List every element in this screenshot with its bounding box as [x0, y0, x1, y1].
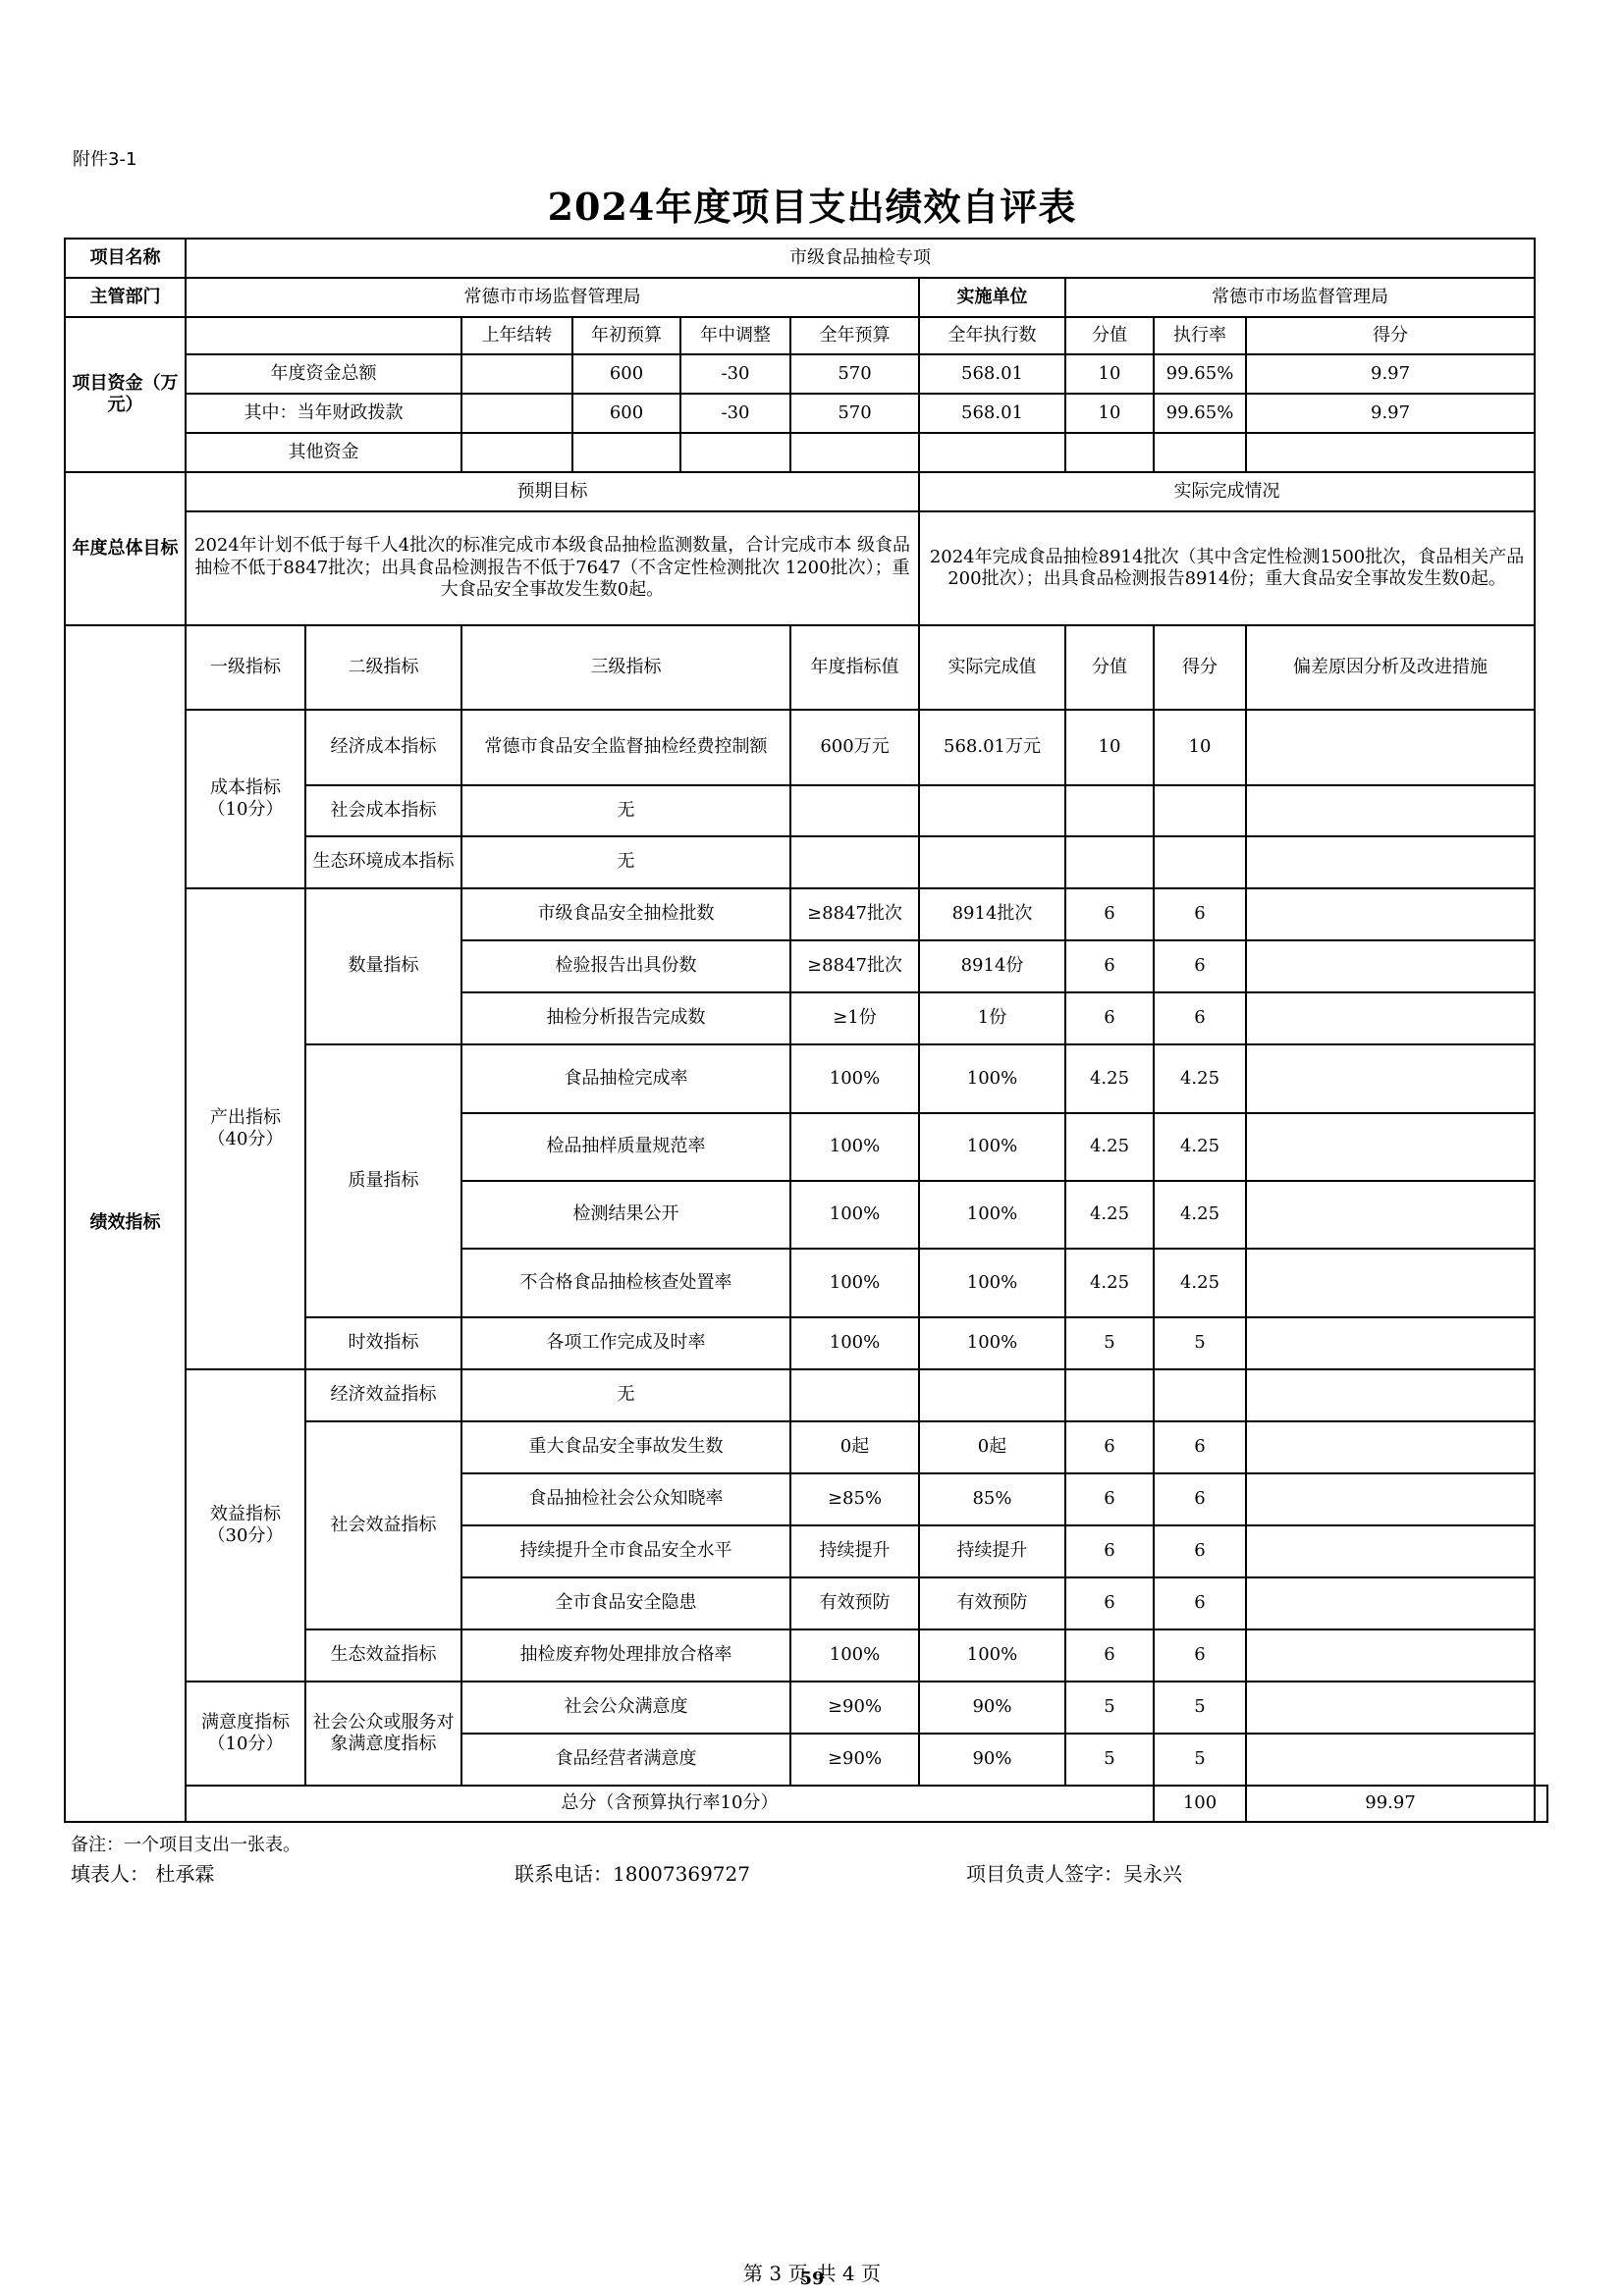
indicator-note: [1246, 785, 1535, 836]
fund-header: 全年执行数: [919, 317, 1065, 354]
indicator-score: 10: [1154, 710, 1246, 785]
filler-name: 填表人： 杜承霖: [71, 1862, 215, 1886]
indicator-score: 4.25: [1154, 1249, 1246, 1317]
fund-cell: 568.01: [919, 394, 1065, 433]
dept-row: [65, 278, 1547, 317]
indicator-target: ≥85%: [790, 1473, 919, 1525]
indicator-note: [1246, 888, 1535, 940]
goals-label: 年度总体目标: [65, 472, 186, 625]
level1-output: 产出指标（40分）: [186, 888, 305, 1369]
indicator-actual: 100%: [919, 1044, 1065, 1113]
contact-phone: 联系电话：18007369727: [514, 1862, 750, 1886]
indicator-value: 6: [1065, 1473, 1154, 1525]
indicator-note: [1246, 1044, 1535, 1113]
impl-unit-label: 实施单位: [919, 278, 1065, 317]
fund-row: [65, 394, 1547, 433]
dept-value: 常德市市场监督管理局: [186, 278, 919, 317]
indicator-target: 100%: [790, 1113, 919, 1181]
indicator-row: [65, 888, 1547, 940]
indicator-header: 年度指标值: [790, 625, 919, 710]
indicator-note: [1246, 1181, 1535, 1249]
indicator-name: 无: [461, 785, 790, 836]
indicator-note: [1246, 992, 1535, 1044]
page-left: 第 3 页: [743, 2262, 808, 2285]
impl-unit-value: 常德市市场监督管理局: [1065, 278, 1535, 317]
indicator-target: ≥90%: [790, 1734, 919, 1786]
indicator-actual: 100%: [919, 1629, 1065, 1682]
indicator-actual: 90%: [919, 1734, 1065, 1786]
indicator-score: 5: [1154, 1682, 1246, 1734]
indicator-target: 持续提升: [790, 1525, 919, 1577]
indicator-header: 得分: [1154, 625, 1246, 710]
fund-cell: 570: [790, 354, 919, 394]
level2-cell: 数量指标: [305, 888, 461, 1044]
indicator-actual: 0起: [919, 1421, 1065, 1473]
perf-label: 绩效指标: [65, 625, 186, 1822]
page-right: 共 4 页: [816, 2262, 881, 2285]
indicator-target: [790, 785, 919, 836]
indicator-name: 持续提升全市食品安全水平: [461, 1525, 790, 1577]
indicator-note: [1246, 1682, 1535, 1734]
indicator-score: [1154, 836, 1246, 888]
indicator-name: 社会公众满意度: [461, 1682, 790, 1734]
fund-header: 执行率: [1154, 317, 1246, 354]
indicator-target: 有效预防: [790, 1577, 919, 1629]
fund-cell: 600: [572, 394, 680, 433]
indicator-actual: 8914批次: [919, 888, 1065, 940]
indicator-name: 重大食品安全事故发生数: [461, 1421, 790, 1473]
fund-cell: [1154, 433, 1246, 472]
fund-cell: 9.97: [1246, 354, 1535, 394]
fund-row: [65, 354, 1547, 394]
expected-goal-header: 预期目标: [186, 472, 919, 511]
actual-goal-header: 实际完成情况: [919, 472, 1535, 511]
project-name-row: [65, 239, 1547, 278]
indicator-note: [1246, 1525, 1535, 1577]
fund-cell: 10: [1065, 394, 1154, 433]
indicator-target: 100%: [790, 1181, 919, 1249]
indicator-name: 抽检废弃物处理排放合格率: [461, 1629, 790, 1682]
fund-header: 分值: [1065, 317, 1154, 354]
project-name-value: 市级食品抽检专项: [186, 239, 1535, 278]
level2-cell: 社会效益指标: [305, 1421, 461, 1629]
indicator-actual: 100%: [919, 1317, 1065, 1369]
fund-cell: [572, 433, 680, 472]
indicator-header: 三级指标: [461, 625, 790, 710]
fund-cell: [1246, 433, 1535, 472]
indicator-score: 6: [1154, 940, 1246, 992]
indicator-row: [65, 1369, 1547, 1421]
fund-row-label: 其中：当年财政拨款: [186, 394, 461, 433]
indicator-row: [65, 1682, 1547, 1734]
fund-cell: 568.01: [919, 354, 1065, 394]
indicator-actual: 8914份: [919, 940, 1065, 992]
indicator-name: 无: [461, 836, 790, 888]
fund-cell: [461, 394, 572, 433]
indicator-value: 5: [1065, 1734, 1154, 1786]
page-title: 2024年度项目支出绩效自评表: [547, 185, 1077, 229]
fund-cell: 570: [790, 394, 919, 433]
fund-header: 年初预算: [572, 317, 680, 354]
level2-cell: 经济成本指标: [305, 710, 461, 785]
indicator-score: 4.25: [1154, 1113, 1246, 1181]
fund-header: 上年结转: [461, 317, 572, 354]
indicator-name: 抽检分析报告完成数: [461, 992, 790, 1044]
indicator-value: 4.25: [1065, 1044, 1154, 1113]
dept-label: 主管部门: [65, 278, 186, 317]
fund-cell: [1065, 433, 1154, 472]
indicator-target: ≥8847批次: [790, 940, 919, 992]
fund-cell: [790, 433, 919, 472]
fund-header-blank: [186, 317, 461, 354]
fund-cell: 600: [572, 354, 680, 394]
indicator-header: 分值: [1065, 625, 1154, 710]
indicator-target: ≥8847批次: [790, 888, 919, 940]
indicator-actual: 100%: [919, 1249, 1065, 1317]
level2-cell: 质量指标: [305, 1044, 461, 1317]
attachment-label: 附件3-1: [73, 149, 137, 170]
indicator-name: 食品抽检社会公众知晓率: [461, 1473, 790, 1525]
level1-benefit: 效益指标（30分）: [186, 1369, 305, 1682]
indicator-name: 各项工作完成及时率: [461, 1317, 790, 1369]
indicator-header-row: [65, 625, 1547, 710]
level1-satisfaction: 满意度指标（10分）: [186, 1682, 305, 1786]
indicator-name: 食品经营者满意度: [461, 1734, 790, 1786]
indicator-note: [1246, 1629, 1535, 1682]
indicator-value: 6: [1065, 940, 1154, 992]
indicator-value: [1065, 1369, 1154, 1421]
indicator-score: 6: [1154, 1473, 1246, 1525]
indicator-note: [1246, 1473, 1535, 1525]
fund-cell: -30: [680, 394, 790, 433]
indicator-target: 100%: [790, 1249, 919, 1317]
indicator-header: 二级指标: [305, 625, 461, 710]
fund-cell: [461, 354, 572, 394]
indicator-actual: [919, 836, 1065, 888]
indicator-actual: 568.01万元: [919, 710, 1065, 785]
indicator-actual: 100%: [919, 1113, 1065, 1181]
indicator-actual: 90%: [919, 1682, 1065, 1734]
indicator-actual: 100%: [919, 1181, 1065, 1249]
indicator-value: 6: [1065, 992, 1154, 1044]
footer-note: 备注：一个项目支出一张表。: [71, 1835, 300, 1855]
level2-cell: 生态效益指标: [305, 1629, 461, 1682]
total-label: 总分（含预算执行率10分）: [186, 1786, 1154, 1822]
indicator-score: 4.25: [1154, 1181, 1246, 1249]
indicator-score: [1154, 785, 1246, 836]
indicator-note: [1246, 1369, 1535, 1421]
indicator-value: [1065, 785, 1154, 836]
indicator-score: 6: [1154, 1525, 1246, 1577]
indicator-target: [790, 836, 919, 888]
fund-row-label: 年度资金总额: [186, 354, 461, 394]
indicator-target: ≥90%: [790, 1682, 919, 1734]
indicator-note: [1246, 1249, 1535, 1317]
indicator-name: 检品抽样质量规范率: [461, 1113, 790, 1181]
page-number: 59: [799, 2269, 825, 2289]
fund-row: [65, 433, 1547, 472]
indicator-target: ≥1份: [790, 992, 919, 1044]
total-row: [65, 1786, 1547, 1822]
indicator-target: 100%: [790, 1629, 919, 1682]
indicator-target: 600万元: [790, 710, 919, 785]
indicator-score: [1154, 1369, 1246, 1421]
indicator-name: 检测结果公开: [461, 1181, 790, 1249]
level2-cell: 社会公众或服务对象满意度指标: [305, 1682, 461, 1786]
indicator-value: 6: [1065, 888, 1154, 940]
fund-cell: [919, 433, 1065, 472]
indicator-name: 全市食品安全隐患: [461, 1577, 790, 1629]
total-note: [1535, 1786, 1547, 1822]
page-indicator: [0, 2258, 1624, 2289]
indicator-row: [65, 710, 1547, 785]
indicator-note: [1246, 1113, 1535, 1181]
fund-cell: [680, 433, 790, 472]
indicator-note: [1246, 1421, 1535, 1473]
total-value: 100: [1154, 1786, 1246, 1822]
fund-cell: 10: [1065, 354, 1154, 394]
level2-cell: 生态环境成本指标: [305, 836, 461, 888]
fund-header: 年中调整: [680, 317, 790, 354]
indicator-actual: 1份: [919, 992, 1065, 1044]
level2-cell: 经济效益指标: [305, 1369, 461, 1421]
indicator-score: 4.25: [1154, 1044, 1246, 1113]
indicator-note: [1246, 710, 1535, 785]
indicator-header: 实际完成值: [919, 625, 1065, 710]
indicator-note: [1246, 1577, 1535, 1629]
funds-label: 项目资金（万元）: [65, 317, 186, 472]
fund-cell: 99.65%: [1154, 354, 1246, 394]
indicator-header: 一级指标: [186, 625, 305, 710]
indicator-value: 10: [1065, 710, 1154, 785]
fund-cell: 9.97: [1246, 394, 1535, 433]
indicator-value: 6: [1065, 1525, 1154, 1577]
level1-cost: 成本指标（10分）: [186, 710, 305, 888]
indicator-value: 6: [1065, 1577, 1154, 1629]
indicator-value: [1065, 836, 1154, 888]
expected-goal-text: 2024年计划不低于每千人4批次的标准完成市本级食品抽检监测数量，合计完成市本 级食品抽检不低于8847批次；出具食品检测报告不低于7647（不含定性检测批次 1200批次）；重大食品安全事故发生数0起。: [186, 511, 919, 625]
fund-cell: 99.65%: [1154, 394, 1246, 433]
indicator-actual: 有效预防: [919, 1577, 1065, 1629]
indicator-note: [1246, 940, 1535, 992]
goals-header-row: [65, 472, 1547, 511]
indicator-note: [1246, 836, 1535, 888]
fund-row-label: 其他资金: [186, 433, 461, 472]
indicator-target: [790, 1369, 919, 1421]
indicator-score: 6: [1154, 1629, 1246, 1682]
indicator-score: 6: [1154, 1421, 1246, 1473]
indicator-score: 6: [1154, 888, 1246, 940]
indicator-score: 5: [1154, 1317, 1246, 1369]
level2-cell: 社会成本指标: [305, 785, 461, 836]
indicator-name: 检验报告出具份数: [461, 940, 790, 992]
indicator-name: 市级食品安全抽检批数: [461, 888, 790, 940]
indicator-header: 偏差原因分析及改进措施: [1246, 625, 1535, 710]
indicator-actual: 85%: [919, 1473, 1065, 1525]
fund-header: 全年预算: [790, 317, 919, 354]
indicator-value: 4.25: [1065, 1113, 1154, 1181]
indicator-target: 100%: [790, 1044, 919, 1113]
project-name-label: 项目名称: [65, 239, 186, 278]
indicator-target: 0起: [790, 1421, 919, 1473]
indicator-score: 6: [1154, 1577, 1246, 1629]
indicator-note: [1246, 1734, 1535, 1786]
indicator-name: 常德市食品安全监督抽检经费控制额: [461, 710, 790, 785]
indicator-value: 4.25: [1065, 1249, 1154, 1317]
indicator-name: 无: [461, 1369, 790, 1421]
indicator-target: 100%: [790, 1317, 919, 1369]
indicator-name: 不合格食品抽检核查处置率: [461, 1249, 790, 1317]
indicator-actual: [919, 1369, 1065, 1421]
indicator-value: 5: [1065, 1317, 1154, 1369]
indicator-value: 6: [1065, 1421, 1154, 1473]
indicator-value: 5: [1065, 1682, 1154, 1734]
level2-cell: 时效指标: [305, 1317, 461, 1369]
total-score: 99.97: [1246, 1786, 1535, 1822]
fund-cell: [461, 433, 572, 472]
indicator-score: 5: [1154, 1734, 1246, 1786]
performance-table: [64, 238, 1548, 1823]
indicator-note: [1246, 1317, 1535, 1369]
actual-goal-text: 2024年完成食品抽检8914批次（其中含定性检测1500批次，食品相关产品200批次）；出具食品检测报告8914份；重大食品安全事故发生数0起。: [919, 511, 1535, 625]
fund-header: 得分: [1246, 317, 1535, 354]
responsible-signature: 项目负责人签字：吴永兴: [966, 1862, 1182, 1886]
indicator-score: 6: [1154, 992, 1246, 1044]
fund-header-row: [65, 317, 1547, 354]
indicator-name: 食品抽检完成率: [461, 1044, 790, 1113]
fund-cell: -30: [680, 354, 790, 394]
indicator-value: 4.25: [1065, 1181, 1154, 1249]
indicator-actual: [919, 785, 1065, 836]
indicator-actual: 持续提升: [919, 1525, 1065, 1577]
goals-row: [65, 511, 1547, 625]
indicator-value: 6: [1065, 1629, 1154, 1682]
